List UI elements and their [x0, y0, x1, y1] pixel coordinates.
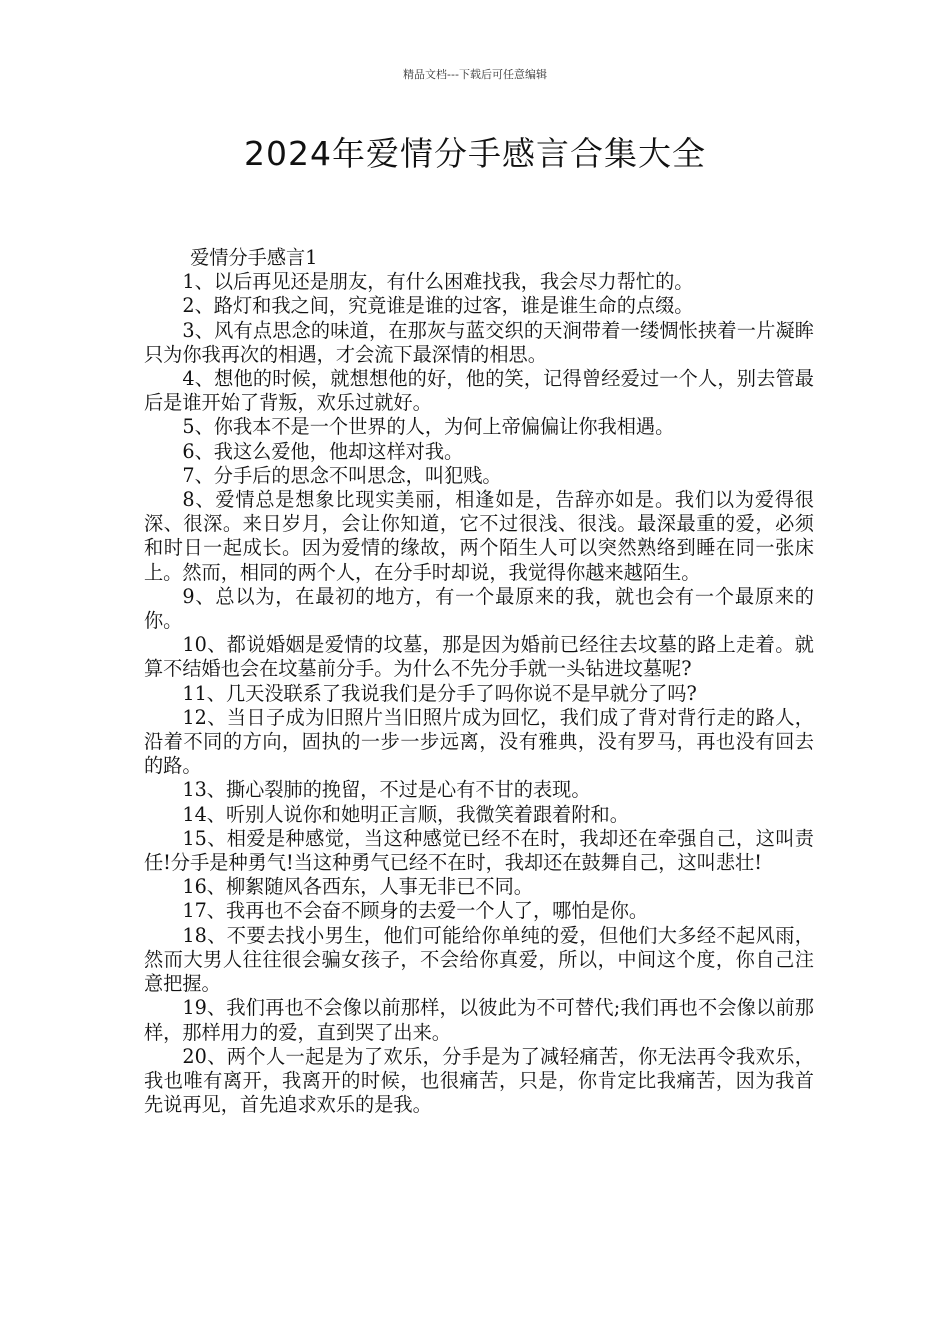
list-item: 15、相爱是种感觉，当这种感觉已经不在时，我却还在牵强自己，这叫责任!分手是种勇气!当这种勇气已经不在时，我却还在鼓舞自己，这叫悲壮!: [144, 826, 814, 875]
document-body: [144, 246, 814, 1117]
page-title: 2024年爱情分手感言合集大全: [244, 134, 706, 173]
list-item: 1、以后再见还是朋友，有什么困难找我，我会尽力帮忙的。: [182, 270, 694, 294]
list-item: 2、路灯和我之间，究竟谁是谁的过客，谁是谁生命的点缀。: [182, 294, 694, 318]
list-item: 16、柳絮随风各西东，人事无非已不同。: [182, 875, 533, 899]
list-item: 9、总以为，在最初的地方，有一个最原来的我，就也会有一个最原来的你。: [144, 584, 814, 633]
list-item: 18、不要去找小男生，他们可能给你单纯的爱，但他们大多经不起风雨，然而大男人往往很会骗女孩子，不会给你真爱，所以，中间这个度，你自己注意把握。: [144, 923, 814, 996]
list-item: 7、分手后的思念不叫思念，叫犯贱。: [182, 463, 502, 487]
list-item: 4、想他的时候，就想想他的好，他的笑，记得曾经爱过一个人，别去管最后是谁开始了背叛，欢乐过就好。: [144, 367, 814, 415]
list-item: 10、都说婚姻是爱情的坟墓，那是因为婚前已经往去坟墓的路上走着。就算不结婚也会在坟墓前分手。为什么不先分手就一头钻进坟墓呢?: [144, 633, 814, 681]
list-item: 3、风有点思念的味道，在那灰与蓝交织的天涧带着一缕惆怅挟着一片凝眸只为你我再次的相遇，才会流下最深情的相思。: [144, 318, 814, 366]
list-item: 17、我再也不会奋不顾身的去爱一个人了，哪怕是你。: [182, 899, 649, 923]
list-item: 14、听别人说你和她明正言顺，我微笑着跟着附和。: [182, 802, 629, 826]
list-item: 19、我们再也不会像以前那样，以彼此为不可替代;我们再也不会像以前那样，那样用力的爱，直到哭了出来。: [144, 996, 814, 1044]
list-item: 20、两个人一起是为了欢乐，分手是为了减轻痛苦，你无法再令我欢乐，我也唯有离开，我离开的时候，也很痛苦，只是，你肯定比我痛苦，因为我首先说再见，首先追求欢乐的是我。: [144, 1044, 814, 1117]
list-item: 13、撕心裂肺的挽留，不过是心有不甘的表现。: [182, 778, 591, 802]
list-item: 8、爱情总是想象比现实美丽，相逢如是，告辞亦如是。我们以为爱得很深、很深。来日岁月，会让你知道，它不过很浅、很浅。最深最重的爱，必须和时日一起成长。因为爱情的缘故，两个陌生人可以突然熟络到睡在同一张床上。然而，相同的两个人，在分手时却说，我觉得你越来越陌生。: [144, 488, 814, 584]
header-note: 精品文档---下载后可任意编辑: [403, 68, 547, 81]
list-item: 12、当日子成为旧照片当旧照片成为回忆，我们成了背对背行走的路人，沿着不同的方向，固执的一步一步远离，没有雅典，没有罗马，再也没有回去的路。: [144, 705, 814, 778]
list-item: 6、我这么爱他，他却这样对我。: [182, 439, 464, 463]
section-heading: 爱情分手感言1: [190, 246, 318, 269]
list-item: 5、你我本不是一个世界的人，为何上帝偏偏让你我相遇。: [182, 415, 675, 439]
list-item: 11、几天没联系了我说我们是分手了吗你说不是早就分了吗?: [182, 681, 697, 705]
